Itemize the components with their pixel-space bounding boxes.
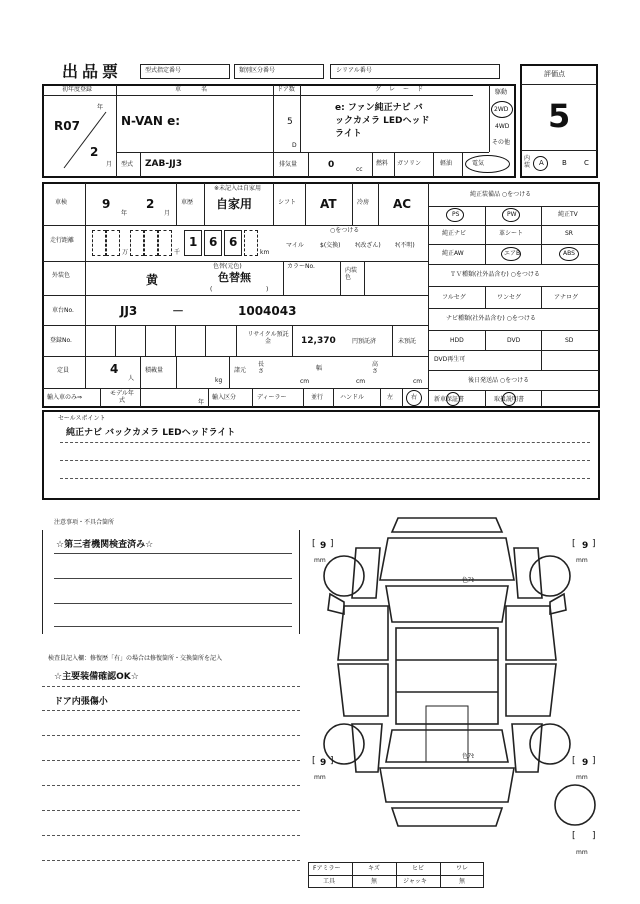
- interior-grade-c: C: [584, 159, 589, 167]
- handle-right-circle: [406, 390, 422, 406]
- chassis-dash: －: [172, 304, 185, 318]
- equip-pw-circle: [502, 208, 520, 222]
- registration-label: 登録No.: [50, 337, 72, 344]
- serial-number-label: シリアル番号: [336, 67, 372, 74]
- tire-rear-left-unit: mm: [314, 774, 326, 781]
- inspection-month: 2: [146, 197, 155, 211]
- mileage-label: 走行距離: [50, 237, 75, 244]
- legend-tools-value: 無: [371, 878, 378, 885]
- equip-sr: SR: [565, 230, 573, 237]
- mileage-digit-2: 6: [209, 235, 218, 249]
- legend-header-1: Fアミラー: [313, 865, 341, 872]
- category-number-label: 類別区分番号: [239, 67, 276, 74]
- equip-pw: PW: [507, 211, 517, 218]
- notes-text: ☆第三者機関検査済み☆: [56, 540, 154, 550]
- drive-other: その他: [492, 139, 511, 146]
- equip-abs-circle: [559, 247, 579, 261]
- first-reg-month: 2: [90, 145, 99, 159]
- capacity-unit: 人: [128, 375, 135, 382]
- equipment-title: 純正装備品 ○をつける: [470, 191, 532, 198]
- mile-option-unknown: ｷ(不明): [395, 242, 415, 249]
- door-unit: D: [292, 142, 297, 149]
- shift-value: AT: [320, 197, 337, 211]
- drive-2wd: 2WD: [494, 106, 509, 113]
- mileage-unit-man: 万: [122, 249, 129, 256]
- dvd-playback-label: DVD再生可: [434, 356, 466, 363]
- dim-length: 長さ: [258, 361, 265, 375]
- fuel-label: 燃料: [376, 160, 389, 167]
- mile-circle-note: ○をつける: [330, 227, 360, 234]
- chassis-prefix: JJ3: [120, 304, 138, 318]
- recycle-value: 12,370: [301, 336, 336, 346]
- import-type-parallel: 並行: [311, 394, 324, 401]
- fuel-electric-circle: [465, 155, 510, 173]
- diagram-note-1: 色ｱｾ: [462, 577, 475, 584]
- inspector-line-1: ☆主要装備確認OK☆: [54, 672, 139, 682]
- grade-line-1: e: ファン純正ナビ バ: [335, 103, 423, 113]
- tire-rear-right-unit: mm: [576, 774, 588, 781]
- inspection-year: 9: [102, 197, 111, 211]
- mileage-digit-3: 6: [229, 235, 238, 249]
- nav-dvd: DVD: [507, 337, 521, 344]
- inspector-line-2: ドア内張傷小: [54, 697, 108, 707]
- mileage-unit-sen: 千: [174, 249, 181, 256]
- tire-front-left: 9: [320, 541, 327, 551]
- interior-grade-circle: [533, 156, 548, 171]
- grade-line-2: ックカメラ LEDヘッド: [335, 116, 430, 126]
- sales-point-label: セールスポイント: [58, 415, 106, 422]
- recycle-unpaid: 未預託: [398, 338, 417, 345]
- dim-height: 高さ: [372, 361, 379, 375]
- displacement-unit: cc: [356, 166, 363, 173]
- exterior-color: 黄: [146, 273, 159, 287]
- tire-front-right: 9: [582, 541, 589, 551]
- year-unit: 年: [97, 104, 104, 111]
- dim-height-unit: cm: [413, 378, 423, 385]
- month-unit: 月: [106, 161, 113, 168]
- tire-rear-left: 9: [320, 758, 327, 768]
- equip-ps: PS: [452, 211, 460, 218]
- purpose-note: ※未記入は自家用: [214, 185, 262, 192]
- first-reg-era: R07: [54, 119, 80, 133]
- legend-header-4: ワレ: [456, 865, 469, 872]
- spare-tire: [550, 780, 600, 830]
- grade-line-3: ライト: [335, 129, 362, 139]
- import-type-label: 輸入区分: [212, 394, 237, 401]
- model-value: ZAB-JJ3: [145, 159, 183, 169]
- mileage-unit-km: km: [260, 249, 270, 256]
- tire-rear-right: 9: [582, 758, 589, 768]
- mile-option-exchange: $(交換): [320, 242, 341, 249]
- purpose-label: 車歴: [181, 199, 194, 206]
- shift-label: シフト: [278, 199, 297, 206]
- tire-front-right-unit: mm: [576, 557, 588, 564]
- legend-header-3: ヒビ: [412, 865, 425, 872]
- legend-jack: ジャッキ: [403, 878, 427, 885]
- door-label: ドア数: [277, 86, 295, 93]
- later-warranty-circle: [446, 392, 460, 406]
- mileage-digit-1: 1: [189, 235, 198, 249]
- import-type-dealer: ディーラー: [257, 394, 287, 401]
- tv-title: ＴＶ種類(社外品含む) ○をつける: [450, 271, 540, 278]
- recycle-unit: 円預託済: [352, 338, 377, 345]
- legend-jack-value: 無: [459, 878, 466, 885]
- inspector-label: 検査員記入欄：修復歴「有」の場合は修復箇所・交換箇所を記入: [48, 655, 223, 662]
- load-label: 積載量: [145, 367, 164, 374]
- equip-airbag: エアB: [504, 250, 521, 257]
- load-unit: kg: [215, 377, 223, 384]
- handle-right: 右: [411, 394, 418, 401]
- tire-spare-unit: mm: [576, 849, 588, 856]
- grade-label: グレード: [375, 86, 432, 93]
- dimensions-label: 諸元: [234, 367, 247, 374]
- first-reg-slash: [60, 110, 113, 170]
- color-change-label: 色替(元色): [213, 263, 242, 270]
- tv-fullseg: フルセグ: [442, 294, 466, 301]
- sales-point-text: 純正ナビ バックカメラ LEDヘッドライト: [66, 428, 236, 438]
- legend-header-2: キズ: [368, 865, 380, 872]
- page-title: 出品票: [62, 62, 123, 81]
- nav-sd: SD: [565, 337, 574, 344]
- equip-ps-circle: [446, 208, 464, 222]
- nav-hdd: HDD: [450, 337, 464, 344]
- equip-airbag-circle: [501, 247, 521, 261]
- car-name-label: 車名: [175, 86, 228, 93]
- exterior-color-label: 外装色: [52, 272, 71, 279]
- dim-length-unit: cm: [300, 378, 310, 385]
- drive-4wd: 4WD: [495, 123, 510, 130]
- model-label: 型式: [121, 161, 134, 168]
- diagram-note-2: 色ｱｾ: [462, 753, 475, 760]
- import-label: 輸入車のみ⇒: [47, 394, 83, 401]
- interior-color-label: 内装色: [345, 267, 358, 281]
- legend-tools: 工具: [323, 878, 336, 885]
- tire-front-left-unit: mm: [314, 557, 326, 564]
- type-designation-label: 型式指定番号: [145, 67, 182, 74]
- model-year-label: モデル年式: [110, 390, 134, 404]
- fuel-electric: 電気: [472, 160, 485, 167]
- mile-option-tampered: ｷ(改ざん): [355, 242, 381, 249]
- capacity-value: 4: [110, 362, 119, 376]
- equip-tv: 純正TV: [558, 211, 578, 218]
- interior-grade-b: B: [562, 159, 567, 167]
- ac-label: 冷房: [357, 199, 370, 206]
- score-label: 評価点: [544, 70, 565, 78]
- nav-title: ナビ種類(社外品含む) ○をつける: [446, 315, 536, 322]
- displacement-label: 排気量: [279, 161, 298, 168]
- color-change-value: 色替無: [218, 271, 251, 284]
- color-no-label: カラーNo.: [287, 263, 315, 270]
- car-name: N-VAN e:: [121, 114, 181, 128]
- inspection-label: 車検: [55, 199, 68, 206]
- dim-width-unit: cm: [356, 378, 366, 385]
- purpose-value: 自家用: [216, 197, 253, 211]
- equip-leather: 革シート: [499, 230, 524, 237]
- drive-2wd-circle: [491, 101, 513, 118]
- tv-oneseg: ワンセグ: [497, 294, 522, 301]
- later-warranty: 新車保証書: [434, 396, 465, 403]
- chassis-number: 1004043: [238, 304, 297, 318]
- inspection-month-unit: 月: [164, 210, 171, 217]
- interior-grade-a: A: [539, 159, 544, 167]
- chassis-label: 車台No.: [52, 307, 74, 314]
- fuel-diesel: 軽油: [440, 160, 453, 167]
- model-year-unit: 年: [198, 399, 205, 406]
- later-manual-circle: [502, 392, 516, 406]
- later-shipping-title: 後日発送品 ○をつける: [468, 377, 530, 384]
- ac-value: AC: [393, 197, 412, 211]
- capacity-label: 定員: [57, 367, 70, 374]
- first-reg-label: 初年度登録: [62, 86, 93, 93]
- door-count: 5: [287, 117, 293, 127]
- later-manual: 取扱説明書: [494, 396, 525, 403]
- car-diagram: [316, 510, 578, 860]
- recycle-label: リサイクル預託金: [247, 331, 289, 346]
- sales-point-section: [42, 410, 600, 500]
- equip-navi: 純正ナビ: [442, 230, 467, 237]
- notes-label: 注意事項・不具合箇所: [54, 519, 115, 526]
- fuel-gasoline: ガソリン: [397, 160, 422, 167]
- tv-analog: アナログ: [554, 294, 579, 301]
- equip-abs: ABS: [563, 250, 575, 257]
- dim-width: 幅: [316, 365, 323, 372]
- handle-left: 左: [387, 394, 394, 401]
- score-value: 5: [548, 97, 571, 135]
- inspection-year-unit: 年: [121, 210, 128, 217]
- equip-aw: 純正AW: [442, 250, 464, 257]
- interior-score-label: 内装: [524, 155, 531, 169]
- drive-label: 駆動: [495, 89, 508, 96]
- displacement-value: 0: [328, 160, 335, 170]
- mile-label: マイル: [286, 242, 304, 249]
- handle-label: ハンドル: [340, 394, 365, 401]
